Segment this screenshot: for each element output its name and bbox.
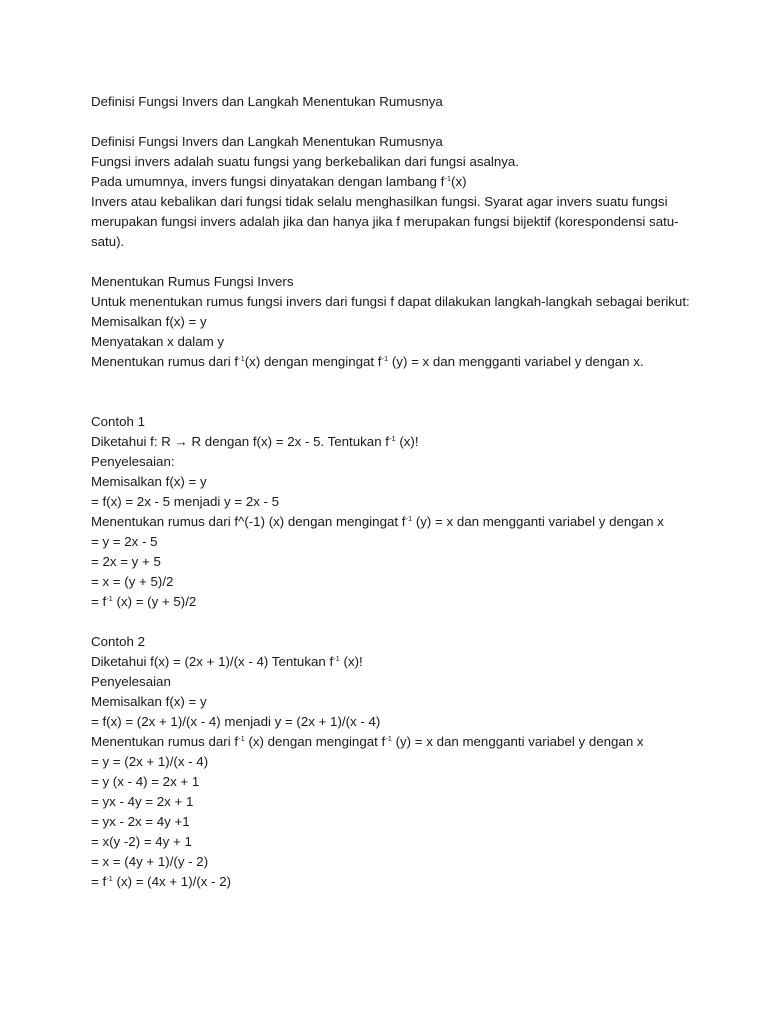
document-title: Definisi Fungsi Invers dan Langkah Menentukan Rumusnya	[91, 94, 443, 109]
step-1: Memisalkan f(x) = y	[91, 314, 207, 329]
steps-heading: Menentukan Rumus Fungsi Invers	[91, 274, 294, 289]
example-2-result: = $f^{-1}$ (x) = (4x + 1)/(x - 2)	[91, 874, 232, 889]
step-2: Menyatakan x dalam y	[91, 334, 225, 349]
example-1-line: = x = (y + 5)/2	[91, 574, 174, 589]
example-1-solution-label: Penyelesaian:	[91, 454, 175, 469]
example-1-line: Memisalkan f(x) = y	[91, 474, 207, 489]
example-1-line: = 2x = y + 5	[91, 554, 161, 569]
steps-intro: Untuk menentukan rumus fungsi invers dari fungsi f dapat dilakukan langkah-langkah sebagai berikut:	[91, 294, 690, 309]
example-2-solution-label: Penyelesaian	[91, 674, 171, 689]
example-1-line: Menentukan rumus dari f^(-1) (x) dengan mengingat $f^{-1}$ (y) = x dan mengganti variabel y dengan x	[91, 514, 664, 529]
definition-paragraph-2: Pada umumnya, invers fungsi dinyatakan dengan lambang $f^{-1}(x)$	[91, 174, 467, 189]
example-1-line: = y = 2x - 5	[91, 534, 158, 549]
example-2-line: = x = (4y + 1)/(y - 2)	[91, 854, 209, 869]
blank-line	[91, 112, 683, 132]
example-1-result: = $f^{-1}$ (x) = (y + 5)/2	[91, 594, 197, 609]
example-2-line: Memisalkan f(x) = y	[91, 694, 207, 709]
definition-paragraph-3: Invers atau kebalikan dari fungsi tidak selalu menghasilkan fungsi. Syarat agar invers suatu fungsi merupakan fungsi invers adalah jika dan hanya jika f merupakan fungsi bijektif (korespondensi satu-satu).	[91, 194, 679, 249]
example-1-heading: Contoh 1	[91, 414, 145, 429]
example-2-line: = y = (2x + 1)/(x - 4)	[91, 754, 209, 769]
example-1-given: Diketahui f: R → R dengan f(x) = 2x - 5. Tentukan $f^{-1}$ (x)!	[91, 434, 419, 449]
example-2-line: = y (x - 4) = 2x + 1	[91, 774, 200, 789]
step-3: Menentukan rumus dari $f^{-1}(x)$ dengan mengingat $f^{-1}$ (y) = x dan mengganti variabel y dengan x.	[91, 354, 644, 369]
example-2-heading: Contoh 2	[91, 634, 145, 649]
definition-paragraph-1: Fungsi invers adalah suatu fungsi yang berkebalikan dari fungsi asalnya.	[91, 154, 519, 169]
example-1-line: = f(x) = 2x - 5 menjadi y = 2x - 5	[91, 494, 280, 509]
document-body	[91, 92, 690, 892]
definition-heading: Definisi Fungsi Invers dan Langkah Menentukan Rumusnya	[91, 134, 443, 149]
example-2-line: Menentukan rumus dari $f^{-1}$ (x) dengan mengingat $f^{-1}$ (y) = x dan mengganti variabel y dengan x	[91, 734, 644, 749]
example-2-given: Diketahui f(x) = (2x + 1)/(x - 4) Tentukan $f^{-1}$ (x)!	[91, 654, 363, 669]
example-2-line: = yx - 2x = 4y +1	[91, 814, 190, 829]
blank-line	[91, 252, 683, 272]
blank-line	[91, 372, 683, 412]
example-2-line: = yx - 4y = 2x + 1	[91, 794, 194, 809]
example-2-line: = f(x) = (2x + 1)/(x - 4) menjadi y = (2x + 1)/(x - 4)	[91, 714, 381, 729]
blank-line	[91, 612, 683, 632]
example-2-line: = x(y -2) = 4y + 1	[91, 834, 192, 849]
